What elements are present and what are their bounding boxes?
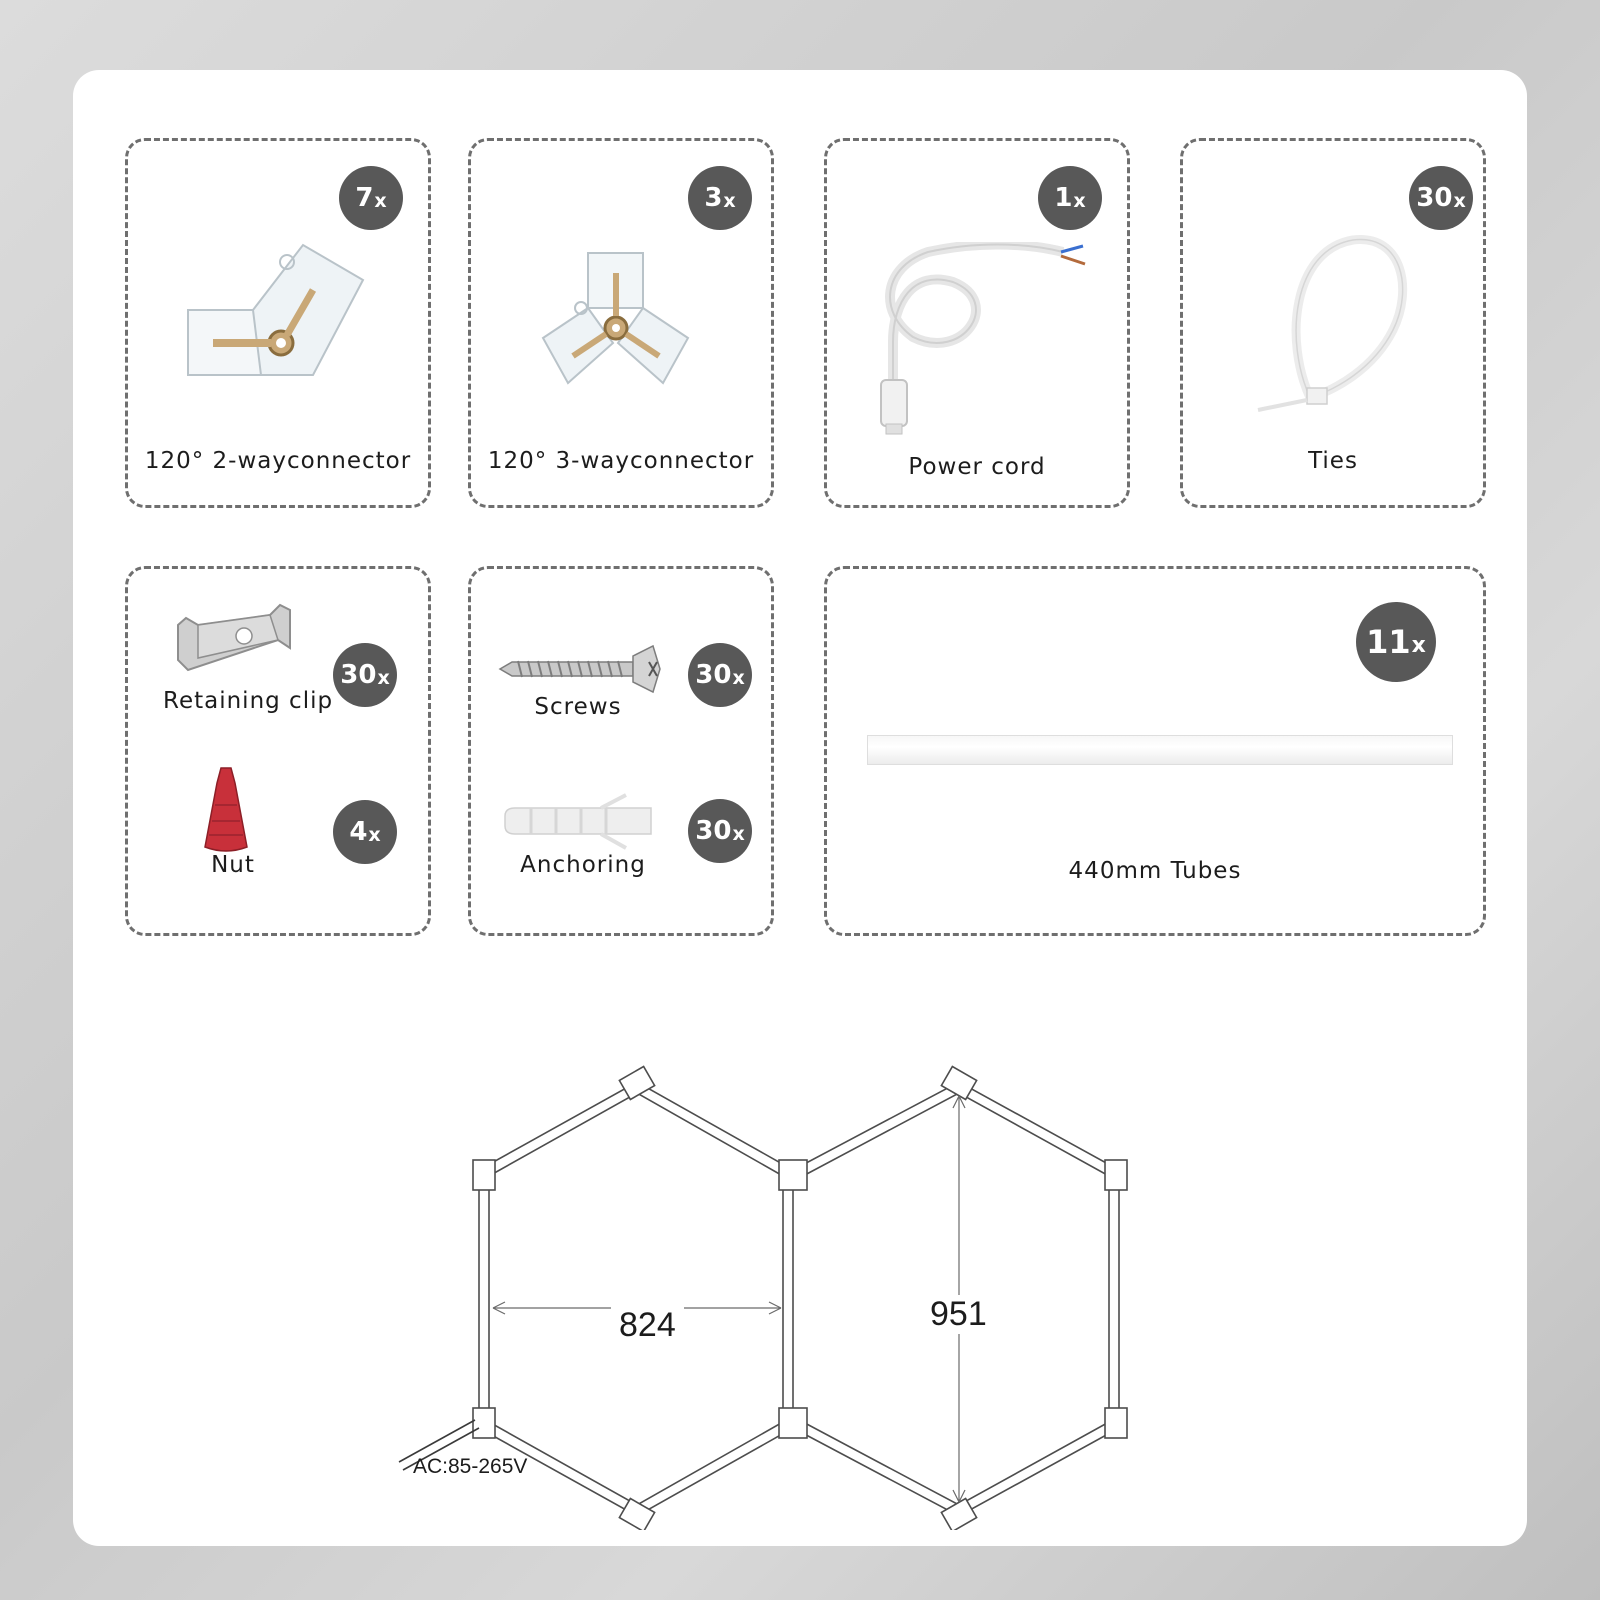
item-label-retaining-clip: Retaining clip [163, 688, 334, 714]
anchor-plug-image [501, 792, 663, 852]
item-label-anchoring: Anchoring [520, 852, 646, 878]
height-dimension-label: 951 [922, 1295, 995, 1334]
item-label-ties: Ties [1308, 448, 1358, 474]
quantity-badge-tubes [1356, 602, 1436, 682]
qty: 4 [349, 817, 368, 847]
qty-unit: x [1411, 632, 1426, 658]
item-label-nut: Nut [211, 852, 255, 878]
quantity-badge-retaining-clip [333, 643, 397, 707]
led-tube-image [867, 735, 1453, 765]
wire-nut-image [201, 765, 251, 855]
three-way-connector-image [533, 248, 703, 398]
item-label-power-cord: Power cord [908, 454, 1046, 480]
item-label-2way: 120° 2-wayconnector [144, 448, 412, 474]
retaining-clip-image [168, 600, 298, 682]
qty-unit: x [1073, 190, 1086, 212]
item-label-screws: Screws [534, 694, 622, 720]
quantity-badge-3way [688, 166, 752, 230]
power-cord-image [873, 242, 1098, 442]
qty: 30 [340, 660, 377, 690]
item-label-3way: 120° 3-wayconnector [487, 448, 755, 474]
qty-unit: x [732, 667, 745, 689]
qty-unit: x [732, 823, 745, 845]
qty: 11 [1366, 623, 1411, 661]
qty-unit: x [1453, 190, 1466, 212]
qty: 7 [355, 183, 374, 213]
qty-unit: x [374, 190, 387, 212]
qty: 30 [1416, 183, 1453, 213]
quantity-badge-screws [688, 643, 752, 707]
cable-tie-image [1253, 230, 1423, 415]
quantity-badge-nut [333, 800, 397, 864]
item-box-screws-anchoring [468, 566, 774, 936]
two-way-connector-image [183, 240, 373, 390]
quantity-badge-ties [1409, 166, 1473, 230]
quantity-badge-anchoring [688, 799, 752, 863]
qty-unit: x [368, 824, 381, 846]
qty: 30 [695, 816, 732, 846]
qty: 1 [1054, 183, 1073, 213]
screw-image [498, 644, 663, 694]
width-dimension-label: 824 [611, 1306, 684, 1345]
item-label-tubes: 440mm Tubes [1068, 858, 1242, 884]
power-spec-label: AC:85-265V [413, 1455, 528, 1478]
parts-card [73, 70, 1527, 1546]
quantity-badge-power-cord [1038, 166, 1102, 230]
qty-unit: x [377, 667, 390, 689]
qty: 3 [704, 183, 723, 213]
qty-unit: x [723, 190, 736, 212]
quantity-badge-2way [339, 166, 403, 230]
qty: 30 [695, 660, 732, 690]
